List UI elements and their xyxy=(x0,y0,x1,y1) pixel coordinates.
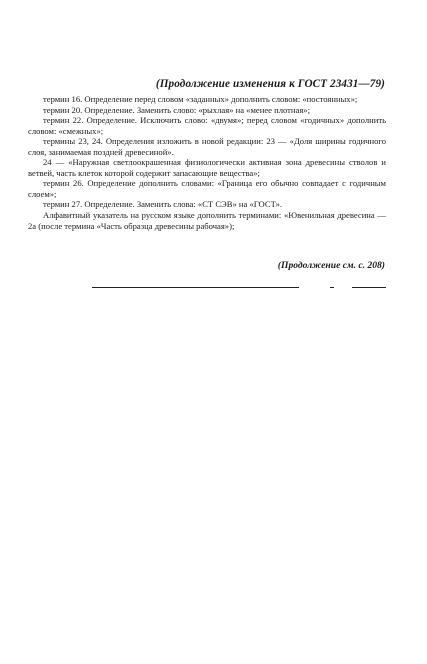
paragraph-term-22: термин 22. Определение. Исключить слово: «двумя»; перед словом «годичных» дополнить словом: «смежных»; xyxy=(28,115,386,136)
paragraph-term-16: термин 16. Определение перед словом «заданных» дополнить словом: «постоянных»; xyxy=(43,94,358,104)
separator-dash xyxy=(330,287,334,288)
separator-line-short xyxy=(352,287,386,288)
continuation-header: (Продолжение изменения к ГОСТ 23431—79) xyxy=(155,78,385,90)
paragraph-term-27: термин 27. Определение. Заменить слова: «СТ СЭВ» на «ГОСТ». xyxy=(43,199,283,210)
paragraph-term-20: термин 20. Определение. Заменить слово: «рыхлая» на «менее плотная»; xyxy=(43,104,310,115)
paragraph-term-26: термин 26. Определение дополнить словами: «Граница его обычно совпадает с годичным слоем»; xyxy=(28,178,386,199)
amendment-text xyxy=(28,94,386,231)
separator-line xyxy=(92,287,299,288)
paragraph-alphabetical-index: Алфавитный указатель на русском языке дополнить терминами: «Ювенильная древесина — 2а (после термина «Часть образца древесины рабочая»); xyxy=(28,210,386,231)
paragraph-terms-23-24: термины 23, 24. Определения изложить в новой редакции: 23 — «Доля ширины годичного слоя, занимаемая поздней древесиной». xyxy=(28,136,386,157)
paragraph-term-24-definition: 24 — «Наружная светлоокрашенная физиологически активная зона древесины стволов и ветвей, часть клеток которой содержит запасающие вещества»; xyxy=(28,157,386,178)
continuation-footer: (Продолжение см. с. 208) xyxy=(277,260,385,271)
